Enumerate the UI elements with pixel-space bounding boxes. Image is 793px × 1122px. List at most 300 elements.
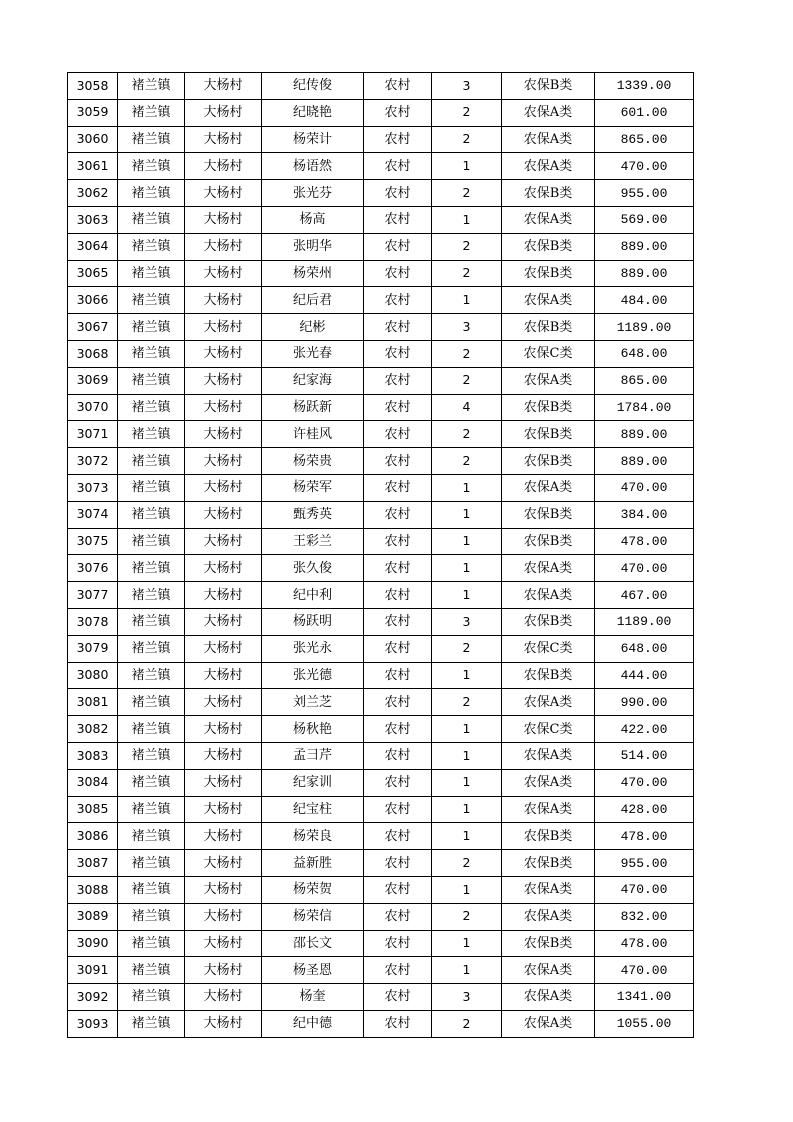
village-cell: 大杨村 bbox=[185, 742, 262, 769]
record-id-cell: 3065 bbox=[68, 260, 118, 287]
village-cell: 大杨村 bbox=[185, 314, 262, 341]
name-cell: 纪家海 bbox=[262, 367, 364, 394]
area-type-cell: 农村 bbox=[364, 635, 432, 662]
name-cell: 纪中德 bbox=[262, 1010, 364, 1037]
village-cell: 大杨村 bbox=[185, 73, 262, 100]
amount-cell: 478.00 bbox=[595, 930, 694, 957]
village-cell: 大杨村 bbox=[185, 635, 262, 662]
household-size-cell: 1 bbox=[432, 582, 502, 609]
area-type-cell: 农村 bbox=[364, 314, 432, 341]
name-cell: 张明华 bbox=[262, 233, 364, 260]
household-size-cell: 1 bbox=[432, 876, 502, 903]
table-row bbox=[68, 555, 694, 582]
name-cell: 杨高 bbox=[262, 206, 364, 233]
town-cell: 褚兰镇 bbox=[118, 287, 185, 314]
table-row bbox=[68, 153, 694, 180]
village-cell: 大杨村 bbox=[185, 850, 262, 877]
table-row bbox=[68, 340, 694, 367]
category-cell: 农保A类 bbox=[502, 984, 595, 1011]
town-cell: 褚兰镇 bbox=[118, 73, 185, 100]
table-row bbox=[68, 823, 694, 850]
name-cell: 张光德 bbox=[262, 662, 364, 689]
record-id-cell: 3089 bbox=[68, 903, 118, 930]
name-cell: 杨荣贵 bbox=[262, 448, 364, 475]
amount-cell: 889.00 bbox=[595, 421, 694, 448]
amount-cell: 1055.00 bbox=[595, 1010, 694, 1037]
name-cell: 张光永 bbox=[262, 635, 364, 662]
town-cell: 褚兰镇 bbox=[118, 957, 185, 984]
table-row bbox=[68, 608, 694, 635]
table-row bbox=[68, 260, 694, 287]
village-cell: 大杨村 bbox=[185, 448, 262, 475]
village-cell: 大杨村 bbox=[185, 716, 262, 743]
category-cell: 农保A类 bbox=[502, 903, 595, 930]
name-cell: 张久俊 bbox=[262, 555, 364, 582]
name-cell: 张光芬 bbox=[262, 180, 364, 207]
record-id-cell: 3088 bbox=[68, 876, 118, 903]
village-cell: 大杨村 bbox=[185, 930, 262, 957]
table-row bbox=[68, 662, 694, 689]
household-size-cell: 2 bbox=[432, 689, 502, 716]
village-cell: 大杨村 bbox=[185, 153, 262, 180]
name-cell: 杨荣良 bbox=[262, 823, 364, 850]
amount-cell: 955.00 bbox=[595, 850, 694, 877]
town-cell: 褚兰镇 bbox=[118, 448, 185, 475]
town-cell: 褚兰镇 bbox=[118, 260, 185, 287]
name-cell: 益新胜 bbox=[262, 850, 364, 877]
household-size-cell: 2 bbox=[432, 367, 502, 394]
area-type-cell: 农村 bbox=[364, 903, 432, 930]
town-cell: 褚兰镇 bbox=[118, 662, 185, 689]
area-type-cell: 农村 bbox=[364, 984, 432, 1011]
area-type-cell: 农村 bbox=[364, 528, 432, 555]
amount-cell: 514.00 bbox=[595, 742, 694, 769]
table-row bbox=[68, 474, 694, 501]
household-size-cell: 3 bbox=[432, 608, 502, 635]
household-size-cell: 1 bbox=[432, 528, 502, 555]
town-cell: 褚兰镇 bbox=[118, 421, 185, 448]
record-id-cell: 3058 bbox=[68, 73, 118, 100]
amount-cell: 478.00 bbox=[595, 528, 694, 555]
category-cell: 农保B类 bbox=[502, 448, 595, 475]
table-row bbox=[68, 73, 694, 100]
name-cell: 杨奎 bbox=[262, 984, 364, 1011]
record-id-cell: 3062 bbox=[68, 180, 118, 207]
household-size-cell: 3 bbox=[432, 984, 502, 1011]
record-id-cell: 3085 bbox=[68, 796, 118, 823]
household-size-cell: 1 bbox=[432, 501, 502, 528]
record-id-cell: 3064 bbox=[68, 233, 118, 260]
household-size-cell: 4 bbox=[432, 394, 502, 421]
household-size-cell: 2 bbox=[432, 180, 502, 207]
town-cell: 褚兰镇 bbox=[118, 367, 185, 394]
category-cell: 农保B类 bbox=[502, 930, 595, 957]
name-cell: 杨荣贺 bbox=[262, 876, 364, 903]
category-cell: 农保C类 bbox=[502, 716, 595, 743]
town-cell: 褚兰镇 bbox=[118, 314, 185, 341]
table-row bbox=[68, 930, 694, 957]
village-cell: 大杨村 bbox=[185, 662, 262, 689]
town-cell: 褚兰镇 bbox=[118, 99, 185, 126]
village-cell: 大杨村 bbox=[185, 99, 262, 126]
record-id-cell: 3063 bbox=[68, 206, 118, 233]
record-id-cell: 3080 bbox=[68, 662, 118, 689]
name-cell: 纪中利 bbox=[262, 582, 364, 609]
record-id-cell: 3083 bbox=[68, 742, 118, 769]
amount-cell: 865.00 bbox=[595, 126, 694, 153]
town-cell: 褚兰镇 bbox=[118, 608, 185, 635]
village-cell: 大杨村 bbox=[185, 582, 262, 609]
name-cell: 张光春 bbox=[262, 340, 364, 367]
record-id-cell: 3074 bbox=[68, 501, 118, 528]
table-row bbox=[68, 233, 694, 260]
household-size-cell: 1 bbox=[432, 742, 502, 769]
household-size-cell: 1 bbox=[432, 957, 502, 984]
town-cell: 褚兰镇 bbox=[118, 796, 185, 823]
village-cell: 大杨村 bbox=[185, 823, 262, 850]
record-id-cell: 3087 bbox=[68, 850, 118, 877]
table-row bbox=[68, 903, 694, 930]
record-id-cell: 3092 bbox=[68, 984, 118, 1011]
amount-cell: 470.00 bbox=[595, 876, 694, 903]
table-row bbox=[68, 528, 694, 555]
household-size-cell: 1 bbox=[432, 153, 502, 180]
record-id-cell: 3093 bbox=[68, 1010, 118, 1037]
household-size-cell: 2 bbox=[432, 99, 502, 126]
table-row bbox=[68, 1010, 694, 1037]
village-cell: 大杨村 bbox=[185, 689, 262, 716]
table-row bbox=[68, 635, 694, 662]
town-cell: 褚兰镇 bbox=[118, 1010, 185, 1037]
town-cell: 褚兰镇 bbox=[118, 823, 185, 850]
area-type-cell: 农村 bbox=[364, 876, 432, 903]
village-cell: 大杨村 bbox=[185, 474, 262, 501]
table-row bbox=[68, 99, 694, 126]
household-size-cell: 2 bbox=[432, 260, 502, 287]
area-type-cell: 农村 bbox=[364, 716, 432, 743]
name-cell: 刘兰芝 bbox=[262, 689, 364, 716]
table-row bbox=[68, 448, 694, 475]
village-cell: 大杨村 bbox=[185, 876, 262, 903]
village-cell: 大杨村 bbox=[185, 769, 262, 796]
category-cell: 农保B类 bbox=[502, 314, 595, 341]
town-cell: 褚兰镇 bbox=[118, 582, 185, 609]
town-cell: 褚兰镇 bbox=[118, 474, 185, 501]
household-size-cell: 3 bbox=[432, 314, 502, 341]
table-row bbox=[68, 180, 694, 207]
table-row bbox=[68, 501, 694, 528]
category-cell: 农保A类 bbox=[502, 126, 595, 153]
amount-cell: 1341.00 bbox=[595, 984, 694, 1011]
category-cell: 农保C类 bbox=[502, 340, 595, 367]
amount-cell: 889.00 bbox=[595, 260, 694, 287]
household-size-cell: 2 bbox=[432, 233, 502, 260]
area-type-cell: 农村 bbox=[364, 823, 432, 850]
area-type-cell: 农村 bbox=[364, 474, 432, 501]
village-cell: 大杨村 bbox=[185, 126, 262, 153]
town-cell: 褚兰镇 bbox=[118, 233, 185, 260]
category-cell: 农保A类 bbox=[502, 582, 595, 609]
town-cell: 褚兰镇 bbox=[118, 984, 185, 1011]
village-cell: 大杨村 bbox=[185, 287, 262, 314]
category-cell: 农保B类 bbox=[502, 823, 595, 850]
amount-cell: 470.00 bbox=[595, 555, 694, 582]
record-id-cell: 3072 bbox=[68, 448, 118, 475]
category-cell: 农保C类 bbox=[502, 635, 595, 662]
amount-cell: 955.00 bbox=[595, 180, 694, 207]
amount-cell: 601.00 bbox=[595, 99, 694, 126]
village-cell: 大杨村 bbox=[185, 180, 262, 207]
area-type-cell: 农村 bbox=[364, 73, 432, 100]
table-row bbox=[68, 957, 694, 984]
area-type-cell: 农村 bbox=[364, 582, 432, 609]
record-id-cell: 3061 bbox=[68, 153, 118, 180]
household-size-cell: 2 bbox=[432, 635, 502, 662]
records-table bbox=[67, 72, 694, 1038]
town-cell: 褚兰镇 bbox=[118, 555, 185, 582]
amount-cell: 478.00 bbox=[595, 823, 694, 850]
amount-cell: 470.00 bbox=[595, 153, 694, 180]
town-cell: 褚兰镇 bbox=[118, 716, 185, 743]
category-cell: 农保A类 bbox=[502, 742, 595, 769]
village-cell: 大杨村 bbox=[185, 340, 262, 367]
village-cell: 大杨村 bbox=[185, 903, 262, 930]
household-size-cell: 1 bbox=[432, 662, 502, 689]
area-type-cell: 农村 bbox=[364, 555, 432, 582]
town-cell: 褚兰镇 bbox=[118, 635, 185, 662]
amount-cell: 648.00 bbox=[595, 340, 694, 367]
household-size-cell: 2 bbox=[432, 448, 502, 475]
table-row bbox=[68, 876, 694, 903]
table-row bbox=[68, 796, 694, 823]
area-type-cell: 农村 bbox=[364, 340, 432, 367]
category-cell: 农保A类 bbox=[502, 796, 595, 823]
area-type-cell: 农村 bbox=[364, 126, 432, 153]
name-cell: 杨荣信 bbox=[262, 903, 364, 930]
record-id-cell: 3066 bbox=[68, 287, 118, 314]
category-cell: 农保B类 bbox=[502, 394, 595, 421]
category-cell: 农保B类 bbox=[502, 421, 595, 448]
table-row bbox=[68, 582, 694, 609]
town-cell: 褚兰镇 bbox=[118, 180, 185, 207]
village-cell: 大杨村 bbox=[185, 555, 262, 582]
name-cell: 甄秀英 bbox=[262, 501, 364, 528]
area-type-cell: 农村 bbox=[364, 233, 432, 260]
village-cell: 大杨村 bbox=[185, 608, 262, 635]
name-cell: 王彩兰 bbox=[262, 528, 364, 555]
household-size-cell: 1 bbox=[432, 823, 502, 850]
table-row bbox=[68, 984, 694, 1011]
category-cell: 农保B类 bbox=[502, 260, 595, 287]
category-cell: 农保A类 bbox=[502, 153, 595, 180]
amount-cell: 467.00 bbox=[595, 582, 694, 609]
household-size-cell: 2 bbox=[432, 126, 502, 153]
village-cell: 大杨村 bbox=[185, 367, 262, 394]
category-cell: 农保B类 bbox=[502, 501, 595, 528]
record-id-cell: 3059 bbox=[68, 99, 118, 126]
name-cell: 孟彐芹 bbox=[262, 742, 364, 769]
name-cell: 纪晓艳 bbox=[262, 99, 364, 126]
village-cell: 大杨村 bbox=[185, 394, 262, 421]
area-type-cell: 农村 bbox=[364, 448, 432, 475]
area-type-cell: 农村 bbox=[364, 260, 432, 287]
household-size-cell: 1 bbox=[432, 716, 502, 743]
amount-cell: 1189.00 bbox=[595, 314, 694, 341]
town-cell: 褚兰镇 bbox=[118, 501, 185, 528]
area-type-cell: 农村 bbox=[364, 769, 432, 796]
town-cell: 褚兰镇 bbox=[118, 689, 185, 716]
amount-cell: 990.00 bbox=[595, 689, 694, 716]
area-type-cell: 农村 bbox=[364, 99, 432, 126]
name-cell: 杨秋艳 bbox=[262, 716, 364, 743]
category-cell: 农保A类 bbox=[502, 876, 595, 903]
area-type-cell: 农村 bbox=[364, 421, 432, 448]
record-id-cell: 3078 bbox=[68, 608, 118, 635]
area-type-cell: 农村 bbox=[364, 394, 432, 421]
record-id-cell: 3076 bbox=[68, 555, 118, 582]
category-cell: 农保A类 bbox=[502, 287, 595, 314]
category-cell: 农保A类 bbox=[502, 689, 595, 716]
amount-cell: 470.00 bbox=[595, 769, 694, 796]
household-size-cell: 2 bbox=[432, 421, 502, 448]
amount-cell: 422.00 bbox=[595, 716, 694, 743]
category-cell: 农保A类 bbox=[502, 474, 595, 501]
area-type-cell: 农村 bbox=[364, 662, 432, 689]
amount-cell: 1189.00 bbox=[595, 608, 694, 635]
record-id-cell: 3084 bbox=[68, 769, 118, 796]
village-cell: 大杨村 bbox=[185, 260, 262, 287]
name-cell: 纪彬 bbox=[262, 314, 364, 341]
table-row bbox=[68, 206, 694, 233]
household-size-cell: 2 bbox=[432, 340, 502, 367]
town-cell: 褚兰镇 bbox=[118, 340, 185, 367]
table-row bbox=[68, 287, 694, 314]
amount-cell: 1339.00 bbox=[595, 73, 694, 100]
name-cell: 杨荣军 bbox=[262, 474, 364, 501]
record-id-cell: 3090 bbox=[68, 930, 118, 957]
area-type-cell: 农村 bbox=[364, 957, 432, 984]
village-cell: 大杨村 bbox=[185, 421, 262, 448]
household-size-cell: 1 bbox=[432, 769, 502, 796]
category-cell: 农保B类 bbox=[502, 180, 595, 207]
household-size-cell: 2 bbox=[432, 1010, 502, 1037]
town-cell: 褚兰镇 bbox=[118, 769, 185, 796]
record-id-cell: 3082 bbox=[68, 716, 118, 743]
amount-cell: 470.00 bbox=[595, 474, 694, 501]
table-row bbox=[68, 314, 694, 341]
amount-cell: 832.00 bbox=[595, 903, 694, 930]
area-type-cell: 农村 bbox=[364, 501, 432, 528]
village-cell: 大杨村 bbox=[185, 957, 262, 984]
category-cell: 农保B类 bbox=[502, 233, 595, 260]
area-type-cell: 农村 bbox=[364, 206, 432, 233]
table-row bbox=[68, 126, 694, 153]
household-size-cell: 1 bbox=[432, 930, 502, 957]
town-cell: 褚兰镇 bbox=[118, 742, 185, 769]
town-cell: 褚兰镇 bbox=[118, 528, 185, 555]
village-cell: 大杨村 bbox=[185, 1010, 262, 1037]
table-row bbox=[68, 394, 694, 421]
name-cell: 杨荣州 bbox=[262, 260, 364, 287]
amount-cell: 889.00 bbox=[595, 448, 694, 475]
name-cell: 邵长文 bbox=[262, 930, 364, 957]
town-cell: 褚兰镇 bbox=[118, 903, 185, 930]
name-cell: 纪后君 bbox=[262, 287, 364, 314]
category-cell: 农保A类 bbox=[502, 99, 595, 126]
town-cell: 褚兰镇 bbox=[118, 126, 185, 153]
amount-cell: 428.00 bbox=[595, 796, 694, 823]
town-cell: 褚兰镇 bbox=[118, 930, 185, 957]
village-cell: 大杨村 bbox=[185, 233, 262, 260]
record-id-cell: 3071 bbox=[68, 421, 118, 448]
household-size-cell: 1 bbox=[432, 796, 502, 823]
table-row bbox=[68, 850, 694, 877]
household-size-cell: 2 bbox=[432, 903, 502, 930]
town-cell: 褚兰镇 bbox=[118, 153, 185, 180]
record-id-cell: 3068 bbox=[68, 340, 118, 367]
area-type-cell: 农村 bbox=[364, 689, 432, 716]
table-row bbox=[68, 716, 694, 743]
amount-cell: 1784.00 bbox=[595, 394, 694, 421]
category-cell: 农保B类 bbox=[502, 662, 595, 689]
village-cell: 大杨村 bbox=[185, 796, 262, 823]
town-cell: 褚兰镇 bbox=[118, 394, 185, 421]
name-cell: 许桂风 bbox=[262, 421, 364, 448]
record-id-cell: 3073 bbox=[68, 474, 118, 501]
village-cell: 大杨村 bbox=[185, 206, 262, 233]
area-type-cell: 农村 bbox=[364, 1010, 432, 1037]
household-size-cell: 3 bbox=[432, 73, 502, 100]
amount-cell: 569.00 bbox=[595, 206, 694, 233]
name-cell: 纪家训 bbox=[262, 769, 364, 796]
town-cell: 褚兰镇 bbox=[118, 206, 185, 233]
area-type-cell: 农村 bbox=[364, 153, 432, 180]
category-cell: 农保A类 bbox=[502, 367, 595, 394]
household-size-cell: 1 bbox=[432, 287, 502, 314]
table-row bbox=[68, 742, 694, 769]
record-id-cell: 3079 bbox=[68, 635, 118, 662]
category-cell: 农保A类 bbox=[502, 769, 595, 796]
area-type-cell: 农村 bbox=[364, 796, 432, 823]
area-type-cell: 农村 bbox=[364, 850, 432, 877]
record-id-cell: 3069 bbox=[68, 367, 118, 394]
category-cell: 农保A类 bbox=[502, 957, 595, 984]
category-cell: 农保A类 bbox=[502, 555, 595, 582]
area-type-cell: 农村 bbox=[364, 930, 432, 957]
category-cell: 农保B类 bbox=[502, 73, 595, 100]
amount-cell: 470.00 bbox=[595, 957, 694, 984]
village-cell: 大杨村 bbox=[185, 984, 262, 1011]
area-type-cell: 农村 bbox=[364, 608, 432, 635]
amount-cell: 484.00 bbox=[595, 287, 694, 314]
name-cell: 纪宝柱 bbox=[262, 796, 364, 823]
table-body bbox=[68, 73, 694, 1038]
name-cell: 杨圣恩 bbox=[262, 957, 364, 984]
name-cell: 杨跃新 bbox=[262, 394, 364, 421]
record-id-cell: 3086 bbox=[68, 823, 118, 850]
category-cell: 农保B类 bbox=[502, 528, 595, 555]
table-row bbox=[68, 689, 694, 716]
town-cell: 褚兰镇 bbox=[118, 876, 185, 903]
town-cell: 褚兰镇 bbox=[118, 850, 185, 877]
table-row bbox=[68, 769, 694, 796]
amount-cell: 865.00 bbox=[595, 367, 694, 394]
village-cell: 大杨村 bbox=[185, 501, 262, 528]
record-id-cell: 3077 bbox=[68, 582, 118, 609]
amount-cell: 648.00 bbox=[595, 635, 694, 662]
amount-cell: 444.00 bbox=[595, 662, 694, 689]
record-id-cell: 3060 bbox=[68, 126, 118, 153]
